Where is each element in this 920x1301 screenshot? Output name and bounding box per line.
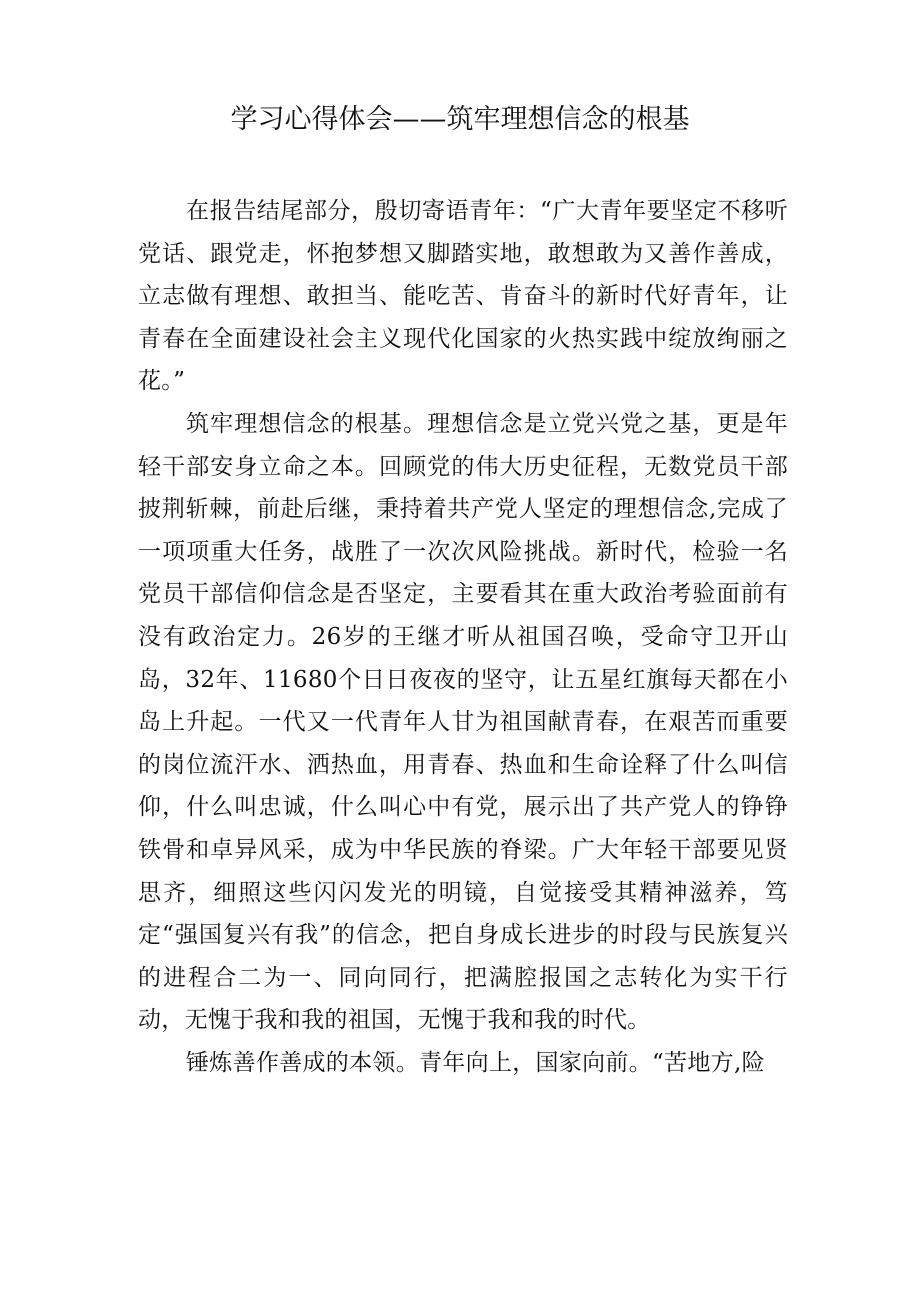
paragraph-skills: 锤炼善作善成的本领。青年向上，国家向前。“苦地方,险 (186, 1049, 765, 1076)
paragraph-ideals: 筑牢理想信念的根基。理想信念是立党兴党之基，更是年轻干部安身立命之本。回顾党的伟大历史征程，无数党员干部披荆斩棘，前赴后继，秉持着共产党人坚定的理想信念,完成了一项项重大任务，战胜了一次次风险挑战。新时代，检验一名党员干部信仰信念是否坚定，主要看其在重大政治考验面前有没有政治定力。26岁的王继才听从祖国召唤，受命守卫开山岛，32年、11680个日日夜夜的坚守，让五星红旗每天都在小岛上升起。一代又一代青年人甘为祖国献青春，在艰苦而重要的岗位流汗水、洒热血，用青春、热血和生命诠释了什么叫信仰，什么叫忠诚，什么叫心中有党，展示出了共产党人的铮铮铁骨和卓异风采，成为中华民族的脊梁。广大年轻干部要见贤思齐，细照这些闪闪发光的明镜，自觉接受其精神滋养，笃定“强国复兴有我”的信念，把自身成长进步的时段与民族复兴的进程合二为一、同向同行，把满腔报国之志转化为实干行动，无愧于我和我的祖国，无愧于我和我的时代。 (138, 410, 788, 1034)
document-body (138, 190, 788, 1084)
document-title: 学习心得体会——筑牢理想信念的根基 (230, 104, 690, 135)
paragraph-intro: 在报告结尾部分，殷切寄语青年：“广大青年要坚定不移听党话、跟党走，怀抱梦想又脚踏实地，敢想敢为又善作善成，立志做有理想、敢担当、能吃苦、肯奋斗的新时代好青年，让青春在全面建设社会主义现代化国家的火热实践中绽放绚丽之花。” (138, 198, 788, 395)
